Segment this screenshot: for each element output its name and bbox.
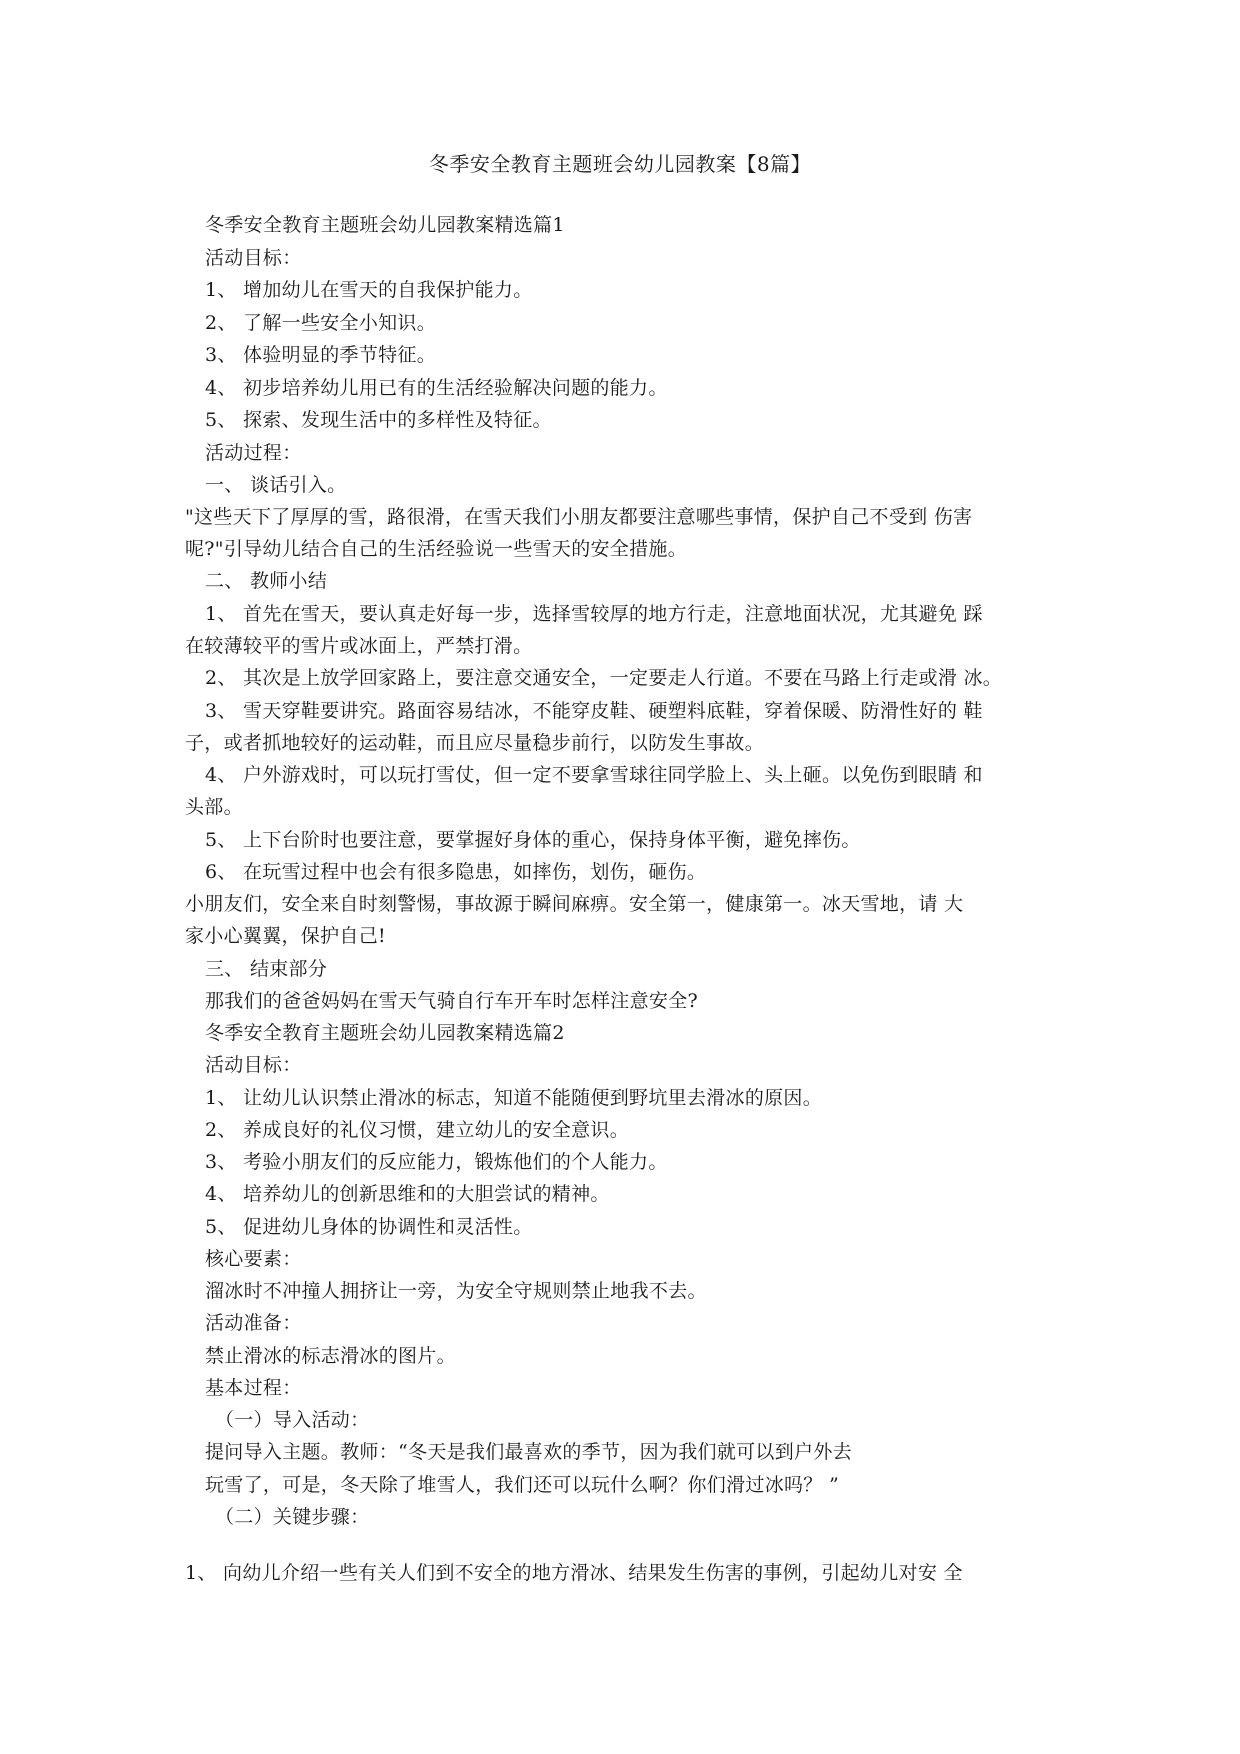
text-line: 1、 增加幼儿在雪天的自我保护能力。	[205, 279, 533, 301]
text-line: 提问导入主题。教师：“冬天是我们最喜欢的季节，因为我们就可以到户外去	[205, 1441, 852, 1463]
text-line: 活动目标：	[205, 1054, 302, 1076]
text-line: 活动目标：	[205, 247, 302, 269]
text-line: （二）关键步骤：	[215, 1506, 370, 1528]
text-line: （一）导入活动：	[215, 1409, 370, 1431]
text-line: 2、 其次是上放学回家路上，要注意交通安全，一定要走人行道。不要在马路上行走或滑 冰。	[205, 667, 1003, 689]
text-line: 二、 教师小结	[205, 570, 328, 592]
text-line: 冬季安全教育主题班会幼儿园教案精选篇2	[205, 1022, 565, 1044]
text-line: 5、 促进幼儿身体的协调性和灵活性。	[205, 1216, 533, 1238]
text-line: 玩雪了，可是，冬天除了堆雪人，我们还可以玩什么啊？你们滑过冰吗？ ”	[205, 1474, 839, 1496]
text-line: 在较薄较平的雪片或冰面上，严禁打滑。	[185, 635, 533, 657]
text-line: 4、 培养幼儿的创新思维和的大胆尝试的精神。	[205, 1183, 610, 1205]
text-line: 活动过程：	[205, 442, 302, 464]
text-line: 小朋友们，安全来自时刻警惕，事故源于瞬间麻痹。安全第一，健康第一。冰天雪地，请 大	[185, 893, 964, 915]
text-line: 5、 探索、发现生活中的多样性及特征。	[205, 409, 552, 431]
text-line: "这些天下了厚厚的雪，路很滑，在雪天我们小朋友都要注意哪些事情，保护自己不受到 伤害	[185, 506, 973, 528]
text-line: 3、 考验小朋友们的反应能力，锻炼他们的个人能力。	[205, 1151, 668, 1173]
text-line: 4、 初步培养幼儿用已有的生活经验解决问题的能力。	[205, 377, 668, 399]
text-line: 溜冰时不冲撞人拥挤让一旁，为安全守规则禁止地我不去。	[205, 1280, 707, 1302]
text-line: 基本过程：	[205, 1377, 302, 1399]
text-line: 2、 养成良好的礼仪习惯，建立幼儿的安全意识。	[205, 1119, 630, 1141]
text-line: 那我们的爸爸妈妈在雪天气骑自行车开车时怎样注意安全?	[205, 990, 698, 1012]
text-line: 一、 谈话引入。	[205, 474, 347, 496]
text-line: 核心要素：	[205, 1248, 302, 1270]
text-line: 4、 户外游戏时，可以玩打雪仗，但一定不要拿雪球往同学脸上、头上砸。以免伤到眼睛 和	[205, 764, 983, 786]
text-line: 子，或者抓地较好的运动鞋，而且应尽量稳步前行，以防发生事故。	[185, 732, 765, 754]
text-line: 3、 雪天穿鞋要讲究。路面容易结冰，不能穿皮鞋、硬塑料底鞋，穿着保暖、防滑性好的 鞋	[205, 700, 983, 722]
text-line: 三、 结束部分	[205, 958, 328, 980]
text-line: 2、 了解一些安全小知识。	[205, 312, 437, 334]
text-line: 呢?"引导幼儿结合自己的生活经验说一些雪天的安全措施。	[185, 538, 688, 560]
text-line: 家小心翼翼，保护自己!	[185, 925, 386, 947]
text-line: 3、 体验明显的季节特征。	[205, 344, 437, 366]
text-line: 6、 在玩雪过程中也会有很多隐患，如摔伤，划伤，砸伤。	[205, 861, 707, 883]
text-line: 头部。	[185, 796, 243, 818]
text-line: 1、 首先在雪天，要认真走好每一步，选择雪较厚的地方行走，注意地面状况，尤其避免 踩	[205, 603, 983, 625]
text-line: 5、 上下台阶时也要注意，要掌握好身体的重心，保持身体平衡，避免摔伤。	[205, 829, 861, 851]
document-title: 冬季安全教育主题班会幼儿园教案【8篇】	[428, 152, 812, 176]
text-line: 禁止滑冰的标志滑冰的图片。	[205, 1345, 456, 1367]
text-line: 活动准备：	[205, 1312, 302, 1334]
text-line: 1、 让幼儿认识禁止滑冰的标志，知道不能随便到野坑里去滑冰的原因。	[205, 1087, 823, 1109]
text-line: 冬季安全教育主题班会幼儿园教案精选篇1	[205, 214, 565, 236]
text-line: 1、 向幼儿介绍一些有关人们到不安全的地方滑冰、结果发生伤害的事例，引起幼儿对安 全	[185, 1562, 963, 1584]
